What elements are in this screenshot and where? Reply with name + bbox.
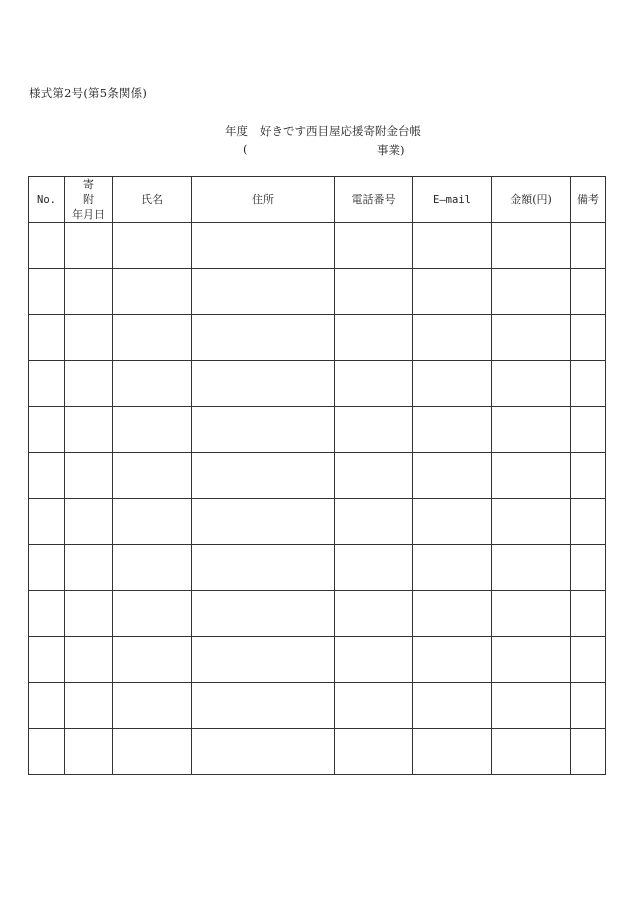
cell-email[interactable] xyxy=(413,683,492,729)
cell-no[interactable] xyxy=(29,407,65,453)
cell-amount[interactable] xyxy=(492,453,571,499)
header-amount: 金額(円) xyxy=(492,177,571,223)
cell-phone[interactable] xyxy=(335,315,413,361)
cell-name[interactable] xyxy=(113,407,192,453)
table-row xyxy=(29,499,606,545)
cell-address[interactable] xyxy=(192,315,335,361)
cell-donation-date[interactable] xyxy=(65,499,113,545)
cell-email[interactable] xyxy=(413,499,492,545)
cell-donation-date[interactable] xyxy=(65,591,113,637)
cell-address[interactable] xyxy=(192,223,335,269)
cell-no[interactable] xyxy=(29,269,65,315)
cell-phone[interactable] xyxy=(335,269,413,315)
business-label: 事業) xyxy=(377,143,405,157)
table-row xyxy=(29,545,606,591)
cell-email[interactable] xyxy=(413,729,492,775)
cell-address[interactable] xyxy=(192,407,335,453)
ledger-name: 好きです西目屋応援寄附金台帳 xyxy=(260,124,421,138)
header-date-line2: 年月日 xyxy=(72,208,105,221)
cell-email[interactable] xyxy=(413,315,492,361)
table-row xyxy=(29,729,606,775)
cell-donation-date[interactable] xyxy=(65,637,113,683)
cell-email[interactable] xyxy=(413,407,492,453)
header-no: No. xyxy=(29,177,65,223)
cell-no[interactable] xyxy=(29,729,65,775)
cell-amount[interactable] xyxy=(492,407,571,453)
cell-no[interactable] xyxy=(29,453,65,499)
cell-name[interactable] xyxy=(113,591,192,637)
cell-email[interactable] xyxy=(413,545,492,591)
cell-donation-date[interactable] xyxy=(65,361,113,407)
cell-no[interactable] xyxy=(29,637,65,683)
subtitle-open-paren: ( xyxy=(243,142,248,156)
cell-remarks[interactable] xyxy=(571,223,606,269)
table-row xyxy=(29,591,606,637)
cell-remarks[interactable] xyxy=(571,729,606,775)
cell-name[interactable] xyxy=(113,499,192,545)
cell-email[interactable] xyxy=(413,269,492,315)
cell-remarks[interactable] xyxy=(571,269,606,315)
cell-name[interactable] xyxy=(113,269,192,315)
cell-no[interactable] xyxy=(29,361,65,407)
cell-no[interactable] xyxy=(29,315,65,361)
cell-phone[interactable] xyxy=(335,683,413,729)
cell-no[interactable] xyxy=(29,223,65,269)
cell-phone[interactable] xyxy=(335,637,413,683)
cell-name[interactable] xyxy=(113,545,192,591)
table-row xyxy=(29,453,606,499)
cell-email[interactable] xyxy=(413,453,492,499)
cell-remarks[interactable] xyxy=(571,407,606,453)
cell-remarks[interactable] xyxy=(571,683,606,729)
cell-address[interactable] xyxy=(192,683,335,729)
cell-donation-date[interactable] xyxy=(65,223,113,269)
table-row xyxy=(29,315,606,361)
cell-no[interactable] xyxy=(29,591,65,637)
cell-phone[interactable] xyxy=(335,223,413,269)
cell-donation-date[interactable] xyxy=(65,729,113,775)
header-date-line1: 寄附 xyxy=(83,178,104,206)
cell-donation-date[interactable] xyxy=(65,683,113,729)
cell-donation-date[interactable] xyxy=(65,269,113,315)
cell-name[interactable] xyxy=(113,223,192,269)
cell-remarks[interactable] xyxy=(571,545,606,591)
cell-amount[interactable] xyxy=(492,683,571,729)
cell-amount[interactable] xyxy=(492,637,571,683)
table-row xyxy=(29,637,606,683)
cell-phone[interactable] xyxy=(335,545,413,591)
cell-remarks[interactable] xyxy=(571,453,606,499)
cell-remarks[interactable] xyxy=(571,637,606,683)
header-row xyxy=(29,177,606,223)
business-subtitle xyxy=(243,142,423,158)
cell-remarks[interactable] xyxy=(571,361,606,407)
cell-name[interactable] xyxy=(113,637,192,683)
header-address: 住所 xyxy=(192,177,335,223)
ledger-title xyxy=(225,123,421,139)
header-remarks: 備考 xyxy=(571,177,606,223)
cell-address[interactable] xyxy=(192,637,335,683)
cell-name[interactable] xyxy=(113,683,192,729)
cell-amount[interactable] xyxy=(492,361,571,407)
cell-amount[interactable] xyxy=(492,223,571,269)
cell-amount[interactable] xyxy=(492,591,571,637)
header-email: E—mail xyxy=(413,177,492,223)
table-row xyxy=(29,223,606,269)
cell-phone[interactable] xyxy=(335,361,413,407)
cell-donation-date[interactable] xyxy=(65,315,113,361)
cell-remarks[interactable] xyxy=(571,315,606,361)
table-row xyxy=(29,407,606,453)
cell-phone[interactable] xyxy=(335,729,413,775)
cell-remarks[interactable] xyxy=(571,499,606,545)
cell-no[interactable] xyxy=(29,683,65,729)
cell-phone[interactable] xyxy=(335,591,413,637)
cell-name[interactable] xyxy=(113,315,192,361)
cell-address[interactable] xyxy=(192,269,335,315)
cell-no[interactable] xyxy=(29,545,65,591)
cell-phone[interactable] xyxy=(335,499,413,545)
cell-address[interactable] xyxy=(192,361,335,407)
cell-phone[interactable] xyxy=(335,453,413,499)
cell-address[interactable] xyxy=(192,729,335,775)
cell-address[interactable] xyxy=(192,499,335,545)
header-donation-date xyxy=(65,177,113,223)
cell-name[interactable] xyxy=(113,361,192,407)
cell-email[interactable] xyxy=(413,591,492,637)
table-row xyxy=(29,683,606,729)
cell-name[interactable] xyxy=(113,729,192,775)
table-row xyxy=(29,269,606,315)
cell-name[interactable] xyxy=(113,453,192,499)
cell-address[interactable] xyxy=(192,591,335,637)
cell-email[interactable] xyxy=(413,223,492,269)
cell-no[interactable] xyxy=(29,499,65,545)
form-number: 様式第2号(第5条関係) xyxy=(29,86,148,100)
year-label: 年度 xyxy=(225,124,248,138)
cell-remarks[interactable] xyxy=(571,591,606,637)
cell-amount[interactable] xyxy=(492,729,571,775)
table-row xyxy=(29,361,606,407)
cell-email[interactable] xyxy=(413,637,492,683)
cell-amount[interactable] xyxy=(492,269,571,315)
ledger-body xyxy=(29,223,606,775)
cell-donation-date[interactable] xyxy=(65,453,113,499)
cell-amount[interactable] xyxy=(492,499,571,545)
cell-phone[interactable] xyxy=(335,407,413,453)
cell-email[interactable] xyxy=(413,361,492,407)
cell-address[interactable] xyxy=(192,545,335,591)
cell-donation-date[interactable] xyxy=(65,545,113,591)
header-phone: 電話番号 xyxy=(335,177,413,223)
cell-address[interactable] xyxy=(192,453,335,499)
header-name: 氏名 xyxy=(113,177,192,223)
cell-amount[interactable] xyxy=(492,315,571,361)
donation-ledger-table xyxy=(28,176,606,775)
cell-amount[interactable] xyxy=(492,545,571,591)
cell-donation-date[interactable] xyxy=(65,407,113,453)
